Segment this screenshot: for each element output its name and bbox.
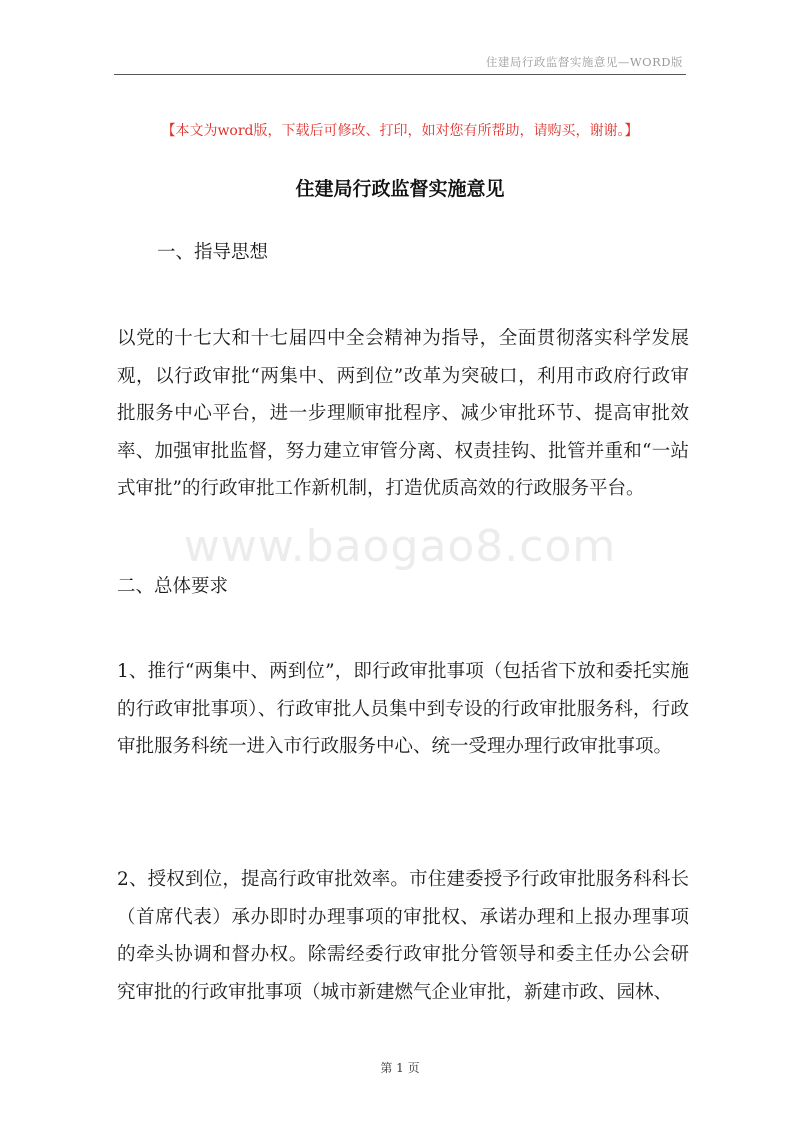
section-heading-overall-requirements: 二、总体要求 xyxy=(117,576,229,597)
site-watermark: www.baogao8.com xyxy=(183,521,617,572)
paragraph-guiding-ideology: 以党的十七大和十七届四中全会精神为指导，全面贯彻落实科学发展观，以行政审批“两集中、两到位”改革为突破口，利用市政府行政审批服务中心平台，进一步理顺审批程序、减少审批环节、提高审批效率、加强审批监督，努力建立审管分离、权责挂钩、批管并重和“一站式审批”的行政审批工作新机制，打造优质高效的行政服务平台。 xyxy=(117,328,689,499)
paragraph-requirement-1: 1、推行“两集中、两到位”，即行政审批事项（包括省下放和委托实施的行政审批事项）、行政审批人员集中到专设的行政审批服务科，行政审批服务科统一进入市行政服务中心、统一受理办理行政审批事项。 xyxy=(117,661,689,757)
document-title: 住建局行政监督实施意见 xyxy=(295,178,505,200)
running-header: 住建局行政监督实施意见—WORD版 xyxy=(485,55,683,69)
header-divider xyxy=(114,74,686,75)
purchase-notice: 【本文为word版，下载后可修改、打印，如对您有所帮助，请购买，谢谢。】 xyxy=(161,123,639,139)
section-heading-guiding-ideology: 一、指导思想 xyxy=(157,242,269,263)
page-number: 第 1 页 xyxy=(380,1061,420,1075)
paragraph-requirement-2: 2、授权到位，提高行政审批效率。市住建委授予行政审批服务科科长（首席代表）承办即时办理事项的审批权、承诺办理和上报办理事项的牵头协调和督办权。除需经委行政审批分管领导和委主任办公会研究审批的行政审批事项（城市新建燃气企业审批，新建市政、园林、 xyxy=(117,869,689,1003)
